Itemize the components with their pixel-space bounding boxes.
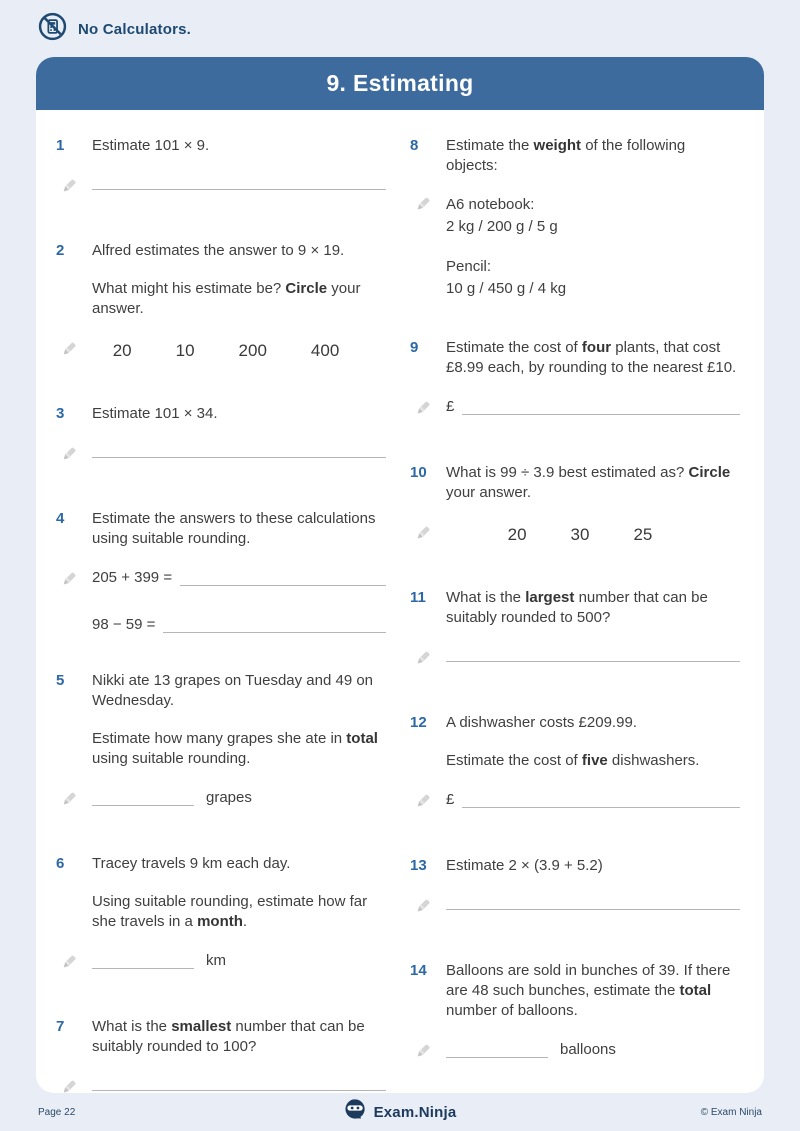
answer-option: 20 — [112, 341, 132, 360]
answer-prefix: £ — [446, 791, 455, 808]
question — [56, 509, 386, 633]
question-text: Estimate the cost of four plants, that cost £8.99 each, by rounding to the nearest £10. — [446, 339, 737, 376]
question-text: What is 99 ÷ 3.9 best estimated as? Circle your answer. — [446, 464, 731, 501]
question-text: Balloons are sold in bunches of 39. If there are 48 such bunches, estimate the total number of balloons. — [446, 962, 731, 1019]
question-number: 3 — [56, 405, 65, 422]
pencil-icon — [412, 800, 434, 817]
question-text: Estimate how many grapes she ate in total using suitable rounding. — [92, 730, 378, 767]
question-text: Using suitable rounding, estimate how far she travels in a month. — [92, 893, 368, 930]
questions-area — [36, 110, 764, 1131]
answer-option: 25 — [633, 525, 653, 544]
answer-option: 20 — [507, 525, 527, 544]
answer-option: 30 — [570, 525, 590, 544]
answer-text-line: 10 g / 450 g / 4 kg — [446, 280, 567, 297]
answer-line — [446, 648, 740, 662]
answer-line — [92, 444, 386, 458]
question — [410, 713, 740, 818]
pencil-icon — [58, 348, 80, 365]
question-text: What might his estimate be? Circle your answer. — [92, 280, 361, 317]
question — [410, 136, 740, 300]
answer-line — [446, 896, 740, 910]
question — [56, 671, 386, 816]
pencil-icon — [58, 798, 80, 815]
answer-line — [180, 572, 386, 586]
no-calculators-banner — [38, 12, 191, 46]
answer-suffix: grapes — [206, 789, 252, 806]
question-number: 5 — [56, 672, 65, 689]
answer-line — [92, 955, 194, 969]
answer-prefix: £ — [446, 398, 455, 415]
answer-text-line: 2 kg / 200 g / 5 g — [446, 218, 558, 235]
worksheet-card — [36, 57, 764, 1093]
question-text: Nikki ate 13 grapes on Tuesday and 49 on Wednesday. — [92, 672, 374, 709]
question — [410, 338, 740, 425]
question-number: 4 — [56, 510, 65, 527]
question — [56, 136, 386, 203]
question-number: 2 — [56, 242, 65, 259]
answer-option: 10 — [175, 341, 195, 360]
answer-prefix: 205 + 399 = — [92, 569, 173, 586]
question — [410, 856, 740, 923]
question-text: Estimate 2 × (3.9 + 5.2) — [446, 857, 603, 874]
question-text: Estimate the weight of the following objects: — [446, 137, 686, 174]
pencil-icon — [58, 578, 80, 595]
question-number: 7 — [56, 1018, 65, 1035]
question-number: 14 — [410, 962, 427, 979]
worksheet-header — [36, 57, 764, 110]
question — [56, 241, 386, 366]
questions-column-right — [410, 136, 740, 1131]
exam-ninja-logo — [344, 1098, 457, 1126]
question-number: 11 — [410, 589, 426, 606]
answer-choices-text — [446, 194, 740, 238]
pencil-icon — [58, 961, 80, 978]
answer-options — [92, 341, 386, 361]
ninja-face-icon — [344, 1098, 367, 1126]
answer-prefix: 98 − 59 = — [92, 616, 156, 633]
question-number: 1 — [56, 137, 65, 154]
answer-line — [446, 1044, 548, 1058]
pencil-icon — [412, 407, 434, 424]
pencil-icon — [412, 1050, 434, 1067]
pencil-icon — [412, 657, 434, 674]
answer-choices-text — [446, 256, 740, 300]
question-number: 13 — [410, 857, 427, 874]
answer-options — [446, 525, 740, 545]
answer-line — [163, 619, 386, 633]
pencil-icon — [58, 453, 80, 470]
answer-option: 400 — [310, 341, 340, 360]
question-number: 9 — [410, 339, 419, 356]
question-text: Estimate the answers to these calculations using suitable rounding. — [92, 510, 376, 547]
question — [410, 588, 740, 675]
answer-option: 200 — [238, 341, 267, 360]
question-text: Estimate the cost of five dishwashers. — [446, 752, 700, 769]
question-text: A dishwasher costs £209.99. — [446, 714, 637, 731]
questions-column-left — [56, 136, 386, 1131]
brand-name: Exam.Ninja — [373, 1103, 457, 1121]
question-text: What is the largest number that can be suitably rounded to 500? — [446, 589, 708, 626]
question — [410, 961, 740, 1068]
copyright: © Exam Ninja — [700, 1106, 762, 1118]
question — [56, 1017, 386, 1104]
question-number: 10 — [410, 464, 427, 481]
question-number: 8 — [410, 137, 419, 154]
worksheet-title: 9. Estimating — [326, 70, 474, 96]
answer-suffix: balloons — [560, 1041, 616, 1058]
answer-line — [462, 401, 740, 415]
question — [410, 463, 740, 550]
question-text: Tracey travels 9 km each day. — [92, 855, 291, 872]
page-number: Page 22 — [38, 1106, 76, 1118]
page-footer — [38, 1093, 762, 1131]
question-text: Estimate 101 × 9. — [92, 137, 210, 154]
question-number: 6 — [56, 855, 65, 872]
no-calculator-icon — [38, 12, 67, 46]
question-text: Alfred estimates the answer to 9 × 19. — [92, 242, 345, 259]
question — [56, 854, 386, 979]
answer-text-line: Pencil: — [446, 258, 492, 275]
answer-line — [92, 1077, 386, 1091]
answer-line — [92, 792, 194, 806]
no-calculators-label: No Calculators. — [78, 20, 192, 38]
question — [56, 404, 386, 471]
answer-line — [462, 794, 740, 808]
pencil-icon — [412, 203, 434, 220]
pencil-icon — [58, 185, 80, 202]
question-text: Estimate 101 × 34. — [92, 405, 218, 422]
pencil-icon — [412, 905, 434, 922]
question-number: 12 — [410, 714, 427, 731]
answer-suffix: km — [206, 952, 226, 969]
question-text: What is the smallest number that can be suitably rounded to 100? — [92, 1018, 365, 1055]
answer-line — [92, 176, 386, 190]
pencil-icon — [412, 532, 434, 549]
answer-text-line: A6 notebook: — [446, 196, 535, 213]
